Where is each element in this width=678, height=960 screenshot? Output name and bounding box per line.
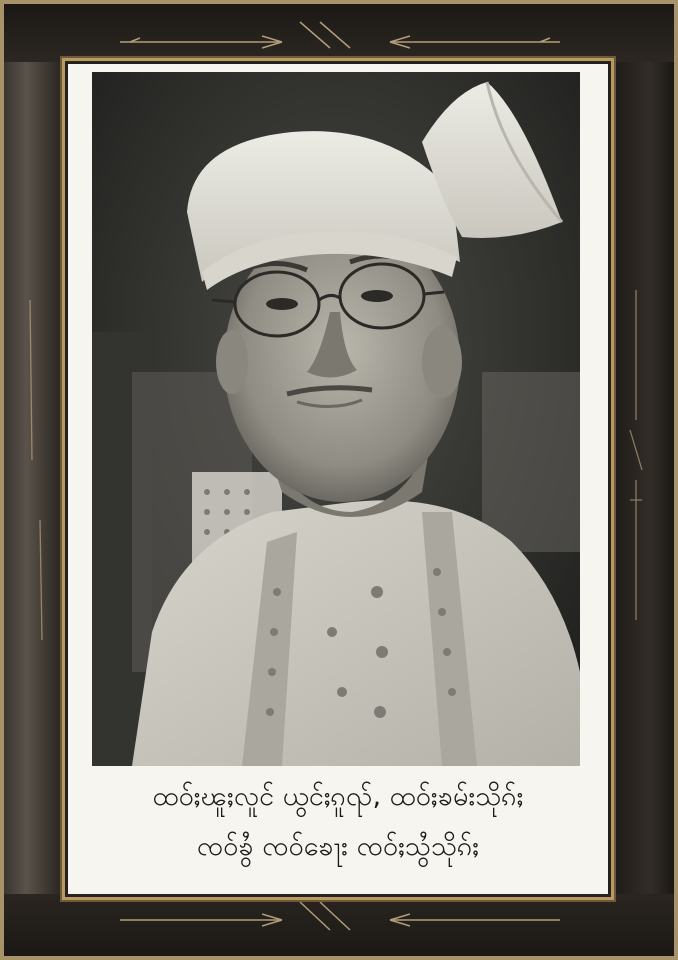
photo-caption: [68, 772, 608, 892]
portrait-illustration: [92, 72, 580, 766]
caption-line-2: ၸဝ်ၶွႆ ၸဝ်ၶေႃး ၸဝ်ႈသွႆသိုၵ်ႈ: [196, 831, 480, 862]
caption-line-1: ထဝ်ႈၽူႈလူင် ယွင်ႈၵူၺ်, ထဝ်ႈၶမ်းသိုၵ်ႈ: [152, 781, 524, 812]
portrait-photo: [92, 72, 580, 766]
